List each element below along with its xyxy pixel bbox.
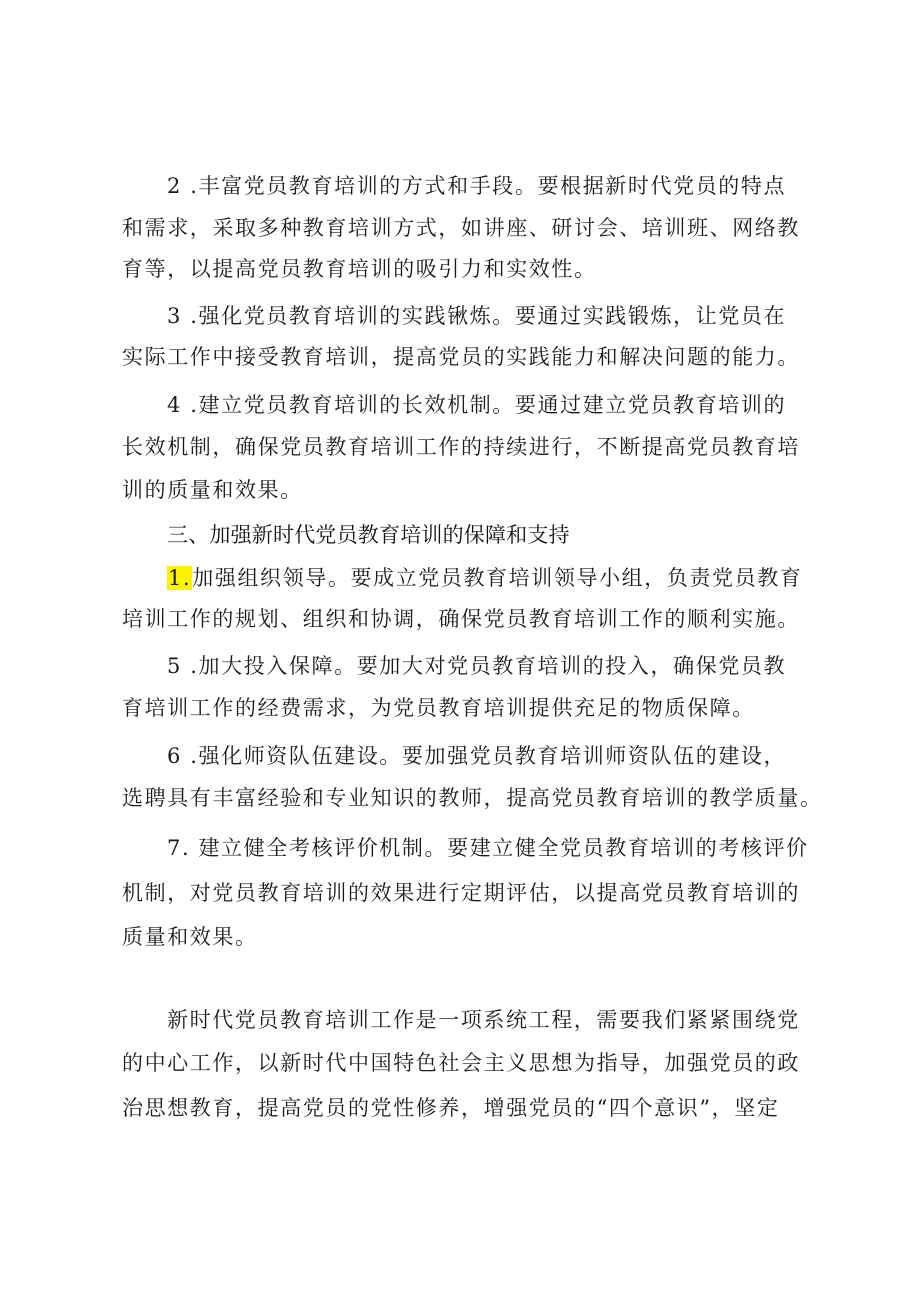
item-5-line-1: 5 .加大投入保障。要加大对党员教育培训的投入，确保党员教 [167,654,787,678]
item-2-line-3: 育等，以提高党员教育培训的吸引力和实效性。 [122,257,597,281]
section-heading: 三、加强新时代党员教育培训的保障和支持 [167,523,570,547]
conclusion-line-2: 的中心工作，以新时代中国特色社会主义思想为指导，加强党员的政 [122,1051,800,1075]
item-6-line-2: 选聘具有丰富经验和专业知识的教师，提高党员教育培训的教学质量。 [122,786,823,810]
item-1-line-1 [167,563,802,593]
item-1-number-highlight: 1. [168,566,192,590]
item-6-line-1: 6 .强化师资队伍建设。要加强党员教育培训师资队伍的建设， [167,744,787,768]
item-4-line-2: 长效机制，确保党员教育培训工作的持续进行，不断提高党员教育培 [122,435,800,459]
item-2-line-2: 和需求，采取多种教育培训方式，如讲座、研讨会、培训班、网络教 [122,216,800,240]
item-5-line-2: 育培训工作的经费需求，为党员教育培训提供充足的物质保障。 [122,696,755,720]
item-4-line-3: 训的质量和效果。 [122,478,303,502]
conclusion-line-3: 治思想教育，提高党员的党性修养，增强党员的“四个意识”，坚定 [122,1096,780,1120]
item-2-line-1: 2 .丰富党员教育培训的方式和手段。要根据新时代党员的特点 [167,174,787,198]
item-7-line-3: 质量和效果。 [122,925,258,949]
item-1-line-1-text: 加强组织领导。要成立党员教育培训领导小组，负责党员教育 [192,566,803,590]
item-7-line-1: 7. 建立健全考核评价机制。要建立健全党员教育培训的考核评价 [167,836,809,860]
item-4-line-1: 4 .建立党员教育培训的长效机制。要通过建立党员教育培训的 [167,393,787,417]
item-3-line-1: 3 .强化党员教育培训的实践锹炼。要通过实践锻炼，让党员在 [167,304,787,328]
conclusion-line-1: 新时代党员教育培训工作是一项系统工程，需要我们紧紧围绕党 [167,1008,800,1032]
item-7-line-2: 机制，对党员教育培训的效果进行定期评估，以提高党员教育培训的 [122,881,800,905]
item-3-line-2: 实际工作中接受教育培训，提高党员的实践能力和解决问题的能力。 [122,345,800,369]
item-1-line-2: 培训工作的规划、组织和协调，确保党员教育培训工作的顺利实施。 [122,607,800,631]
